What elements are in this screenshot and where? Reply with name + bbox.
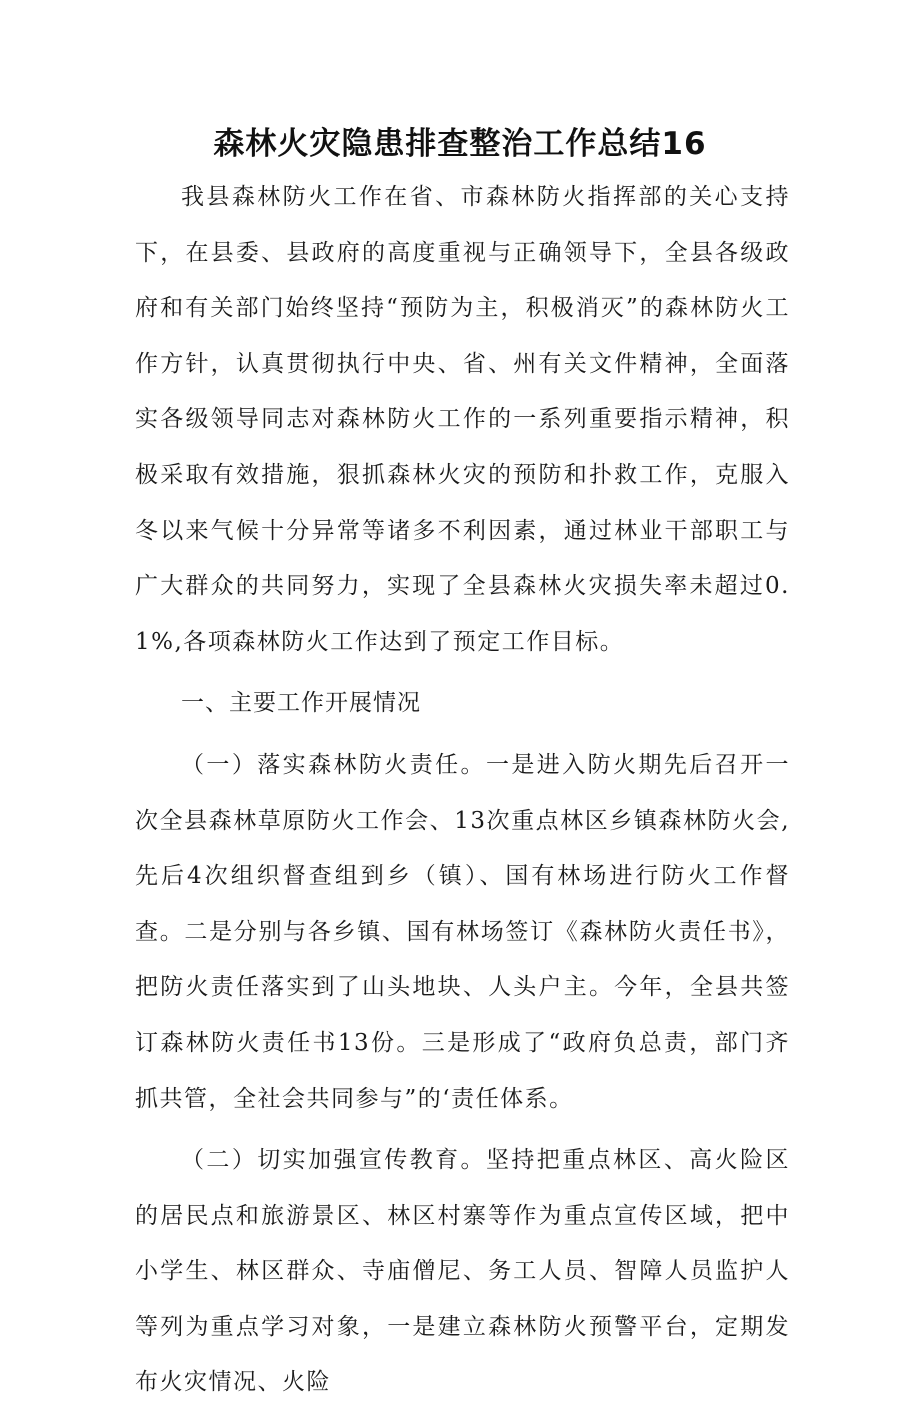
paragraph-responsibility: （一）落实森林防火责任。一是进入防火期先后召开一次全县森林草原防火工作会、13次重点林区乡镇森林防火会,先后4次组织督查组到乡（镇）、国有林场进行防火工作督查。二是分别与各乡镇、国有林场签订《森林防火责任书》，把防火责任落实到了山头地块、人头户主。今年，全县共签订森林防火责任书13份。三是形成了“政府负总责，部门齐抓共管，全社会共同参与”的‘责任体系。	[135, 751, 790, 1112]
paragraph-publicity: （二）切实加强宣传教育。坚持把重点林区、高火险区的居民点和旅游景区、林区村寨等作为重点宣传区域，把中小学生、林区群众、寺庙僧尼、务工人员、智障人员监护人等列为重点学习对象，一是建立森林防火预警平台，定期发布火灾情况、火险	[135, 1147, 790, 1396]
section-heading-main-work: 一、主要工作开展情况	[181, 690, 421, 717]
document-body	[135, 170, 790, 1417]
document-title: 森林火灾隐患排查整治工作总结16	[213, 126, 707, 162]
paragraph-intro: 我县森林防火工作在省、市森林防火指挥部的关心支持下，在县委、县政府的高度重视与正确领导下，全县各级政府和有关部门始终坚持“预防为主，积极消灭”的森林防火工作方针，认真贯彻执行中央、省、州有关文件精神，全面落实各级领导同志对森林防火工作的一系列重要指示精神，积极采取有效措施，狠抓森林火灾的预防和扑救工作，克服入冬以来气候十分异常等诸多不利因素，通过林业干部职工与广大群众的共同努力，实现了全县森林火灾损失率未超过0.1%,各项森林防火工作达到了预定工作目标。	[135, 184, 790, 655]
